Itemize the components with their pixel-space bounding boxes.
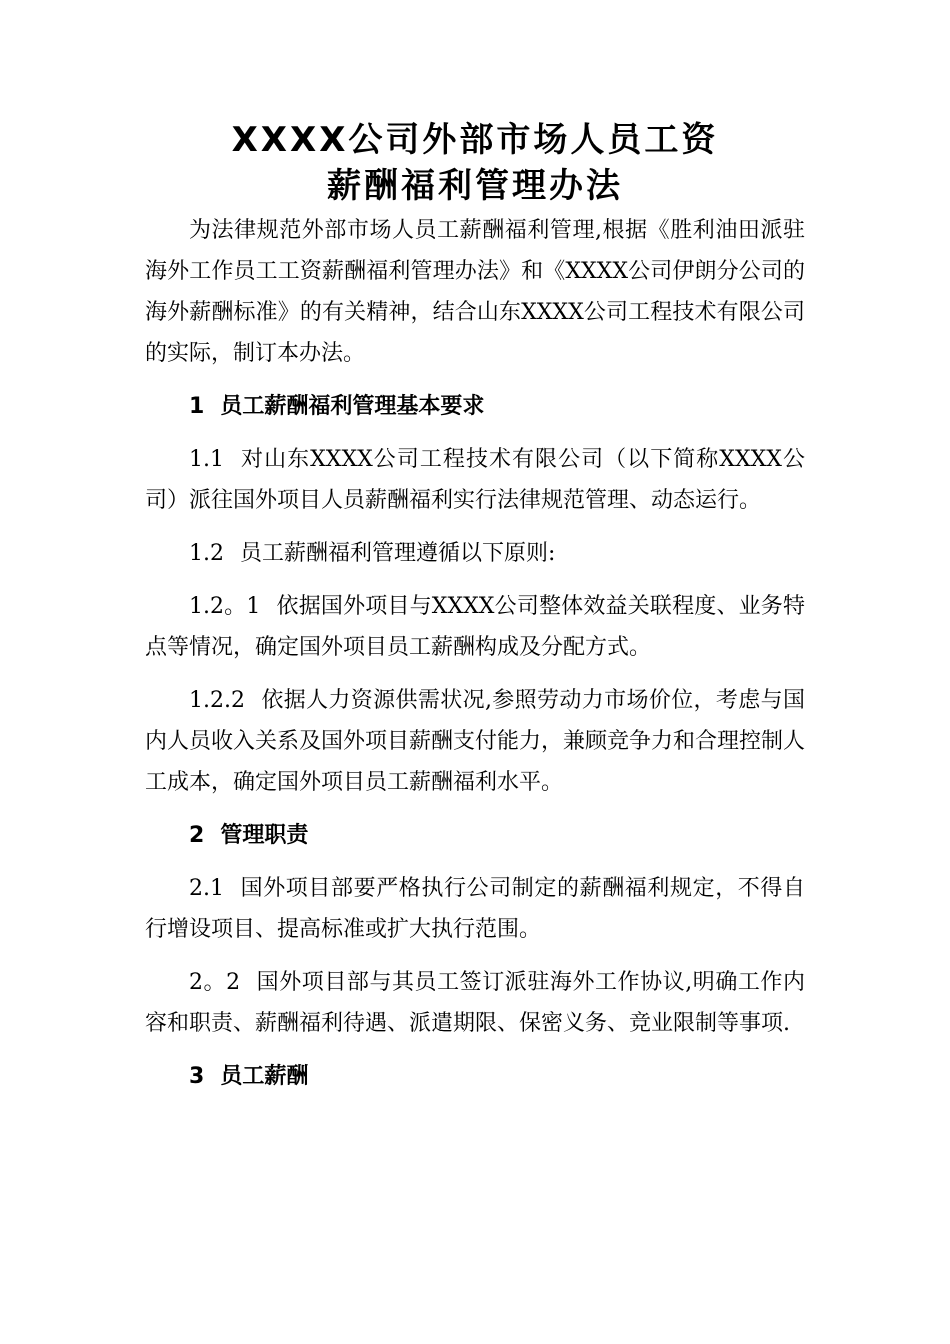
clause-number: 1.2。1	[189, 594, 261, 619]
clause-text: 依据国外项目与XXXX公司整体效益关联程度、业务特点等情况，确定国外项目员工薪酬构成及分配方式。	[145, 594, 805, 660]
document-title-line2: 薪酬福利管理办法	[327, 166, 623, 206]
section-number: 3	[189, 1064, 205, 1089]
section-heading-1	[145, 386, 805, 427]
clause-1-2-2	[145, 680, 805, 803]
clause-text: 国外项目部与其员工签订派驻海外工作协议,明确工作内容和职责、薪酬福利待遇、派遣期限、保密义务、竞业限制等事项.	[145, 970, 805, 1036]
clause-number: 1.2	[189, 541, 224, 566]
document-title-line1: XXXX公司外部市场人员工资	[231, 120, 719, 160]
clause-1-2	[145, 533, 805, 574]
clause-2-2	[145, 962, 805, 1044]
section-heading-2	[145, 815, 805, 856]
section-title: 员工薪酬福利管理基本要求	[220, 394, 485, 419]
section-number: 1	[189, 394, 205, 419]
clause-1-2-1	[145, 586, 805, 668]
section-heading-3	[145, 1056, 805, 1097]
document-body	[145, 210, 805, 1109]
intro-paragraph: 为法律规范外部市场人员工薪酬福利管理,根据《胜利油田派驻海外工作员工工资薪酬福利管理办法》和《XXXX公司伊朗分公司的海外薪酬标准》的有关精神，结合山东XXXX公司工程技术有限公司的实际，制订本办法。	[145, 218, 805, 366]
clause-text: 对山东XXXX公司工程技术有限公司（以下简称XXXX公司）派往国外项目人员薪酬福利实行法律规范管理、动态运行。	[145, 447, 805, 513]
clause-text: 国外项目部要严格执行公司制定的薪酬福利规定，不得自行增设项目、提高标准或扩大执行范围。	[145, 876, 805, 942]
clause-text: 员工薪酬福利管理遵循以下原则:	[240, 541, 556, 566]
clause-number: 2。2	[189, 970, 241, 995]
section-title: 管理职责	[220, 823, 309, 848]
clause-1-1	[145, 439, 805, 521]
section-title: 员工薪酬	[220, 1064, 309, 1089]
clause-number: 1.1	[189, 447, 224, 472]
clause-number: 1.2.2	[189, 688, 245, 713]
clause-text: 依据人力资源供需状况,参照劳动力市场价位，考虑与国内人员收入关系及国外项目薪酬支付能力，兼顾竞争力和合理控制人工成本，确定国外项目员工薪酬福利水平。	[145, 688, 806, 795]
section-number: 2	[189, 823, 205, 848]
clause-number: 2.1	[189, 876, 224, 901]
clause-2-1	[145, 868, 805, 950]
